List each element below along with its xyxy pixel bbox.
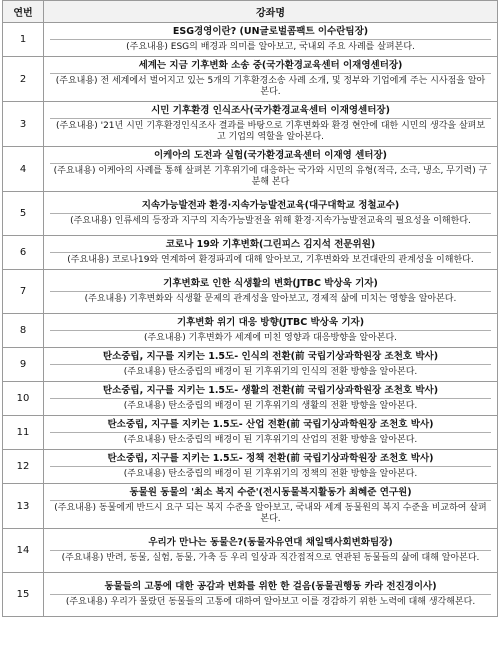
table-row (3, 23, 498, 57)
lecture-description: (주요내용) 이케아의 사례를 통해 살펴본 기후위기에 대응하는 국가와 시민의 유형(적극, 소극, 냉소, 무기력) 구분해 본다 (53, 166, 488, 187)
row-content (44, 270, 498, 314)
lecture-title: 이케아의 도전과 실험(국가환경교육센터 이재영 센터장) (50, 148, 491, 164)
row-number: 10 (3, 382, 44, 416)
lecture-description: (주요내용) 탄소중립의 배경이 된 기후위기의 인식의 전환 방향을 알아본다. (123, 367, 418, 377)
lecture-title: 탄소중립, 지구를 지키는 1.5도- 산업 전환(前 국립기상과학원장 조천호 박사) (50, 417, 491, 433)
row-content (44, 484, 498, 529)
row-number: 11 (3, 416, 44, 450)
row-number: 13 (3, 484, 44, 529)
table-row (3, 270, 498, 314)
row-content (44, 314, 498, 348)
table-row (3, 416, 498, 450)
lecture-title: 시민 기후환경 인식조사(국가환경교육센터 이재영센터장) (50, 103, 491, 119)
row-number: 7 (3, 270, 44, 314)
table-row (3, 450, 498, 484)
row-number: 15 (3, 573, 44, 617)
row-number: 4 (3, 147, 44, 192)
lecture-description: (주요내용) 반려, 동물, 실험, 동물, 가축 등 우리 일상과 직간접적으로 연관된 동물들의 삶에 대해 알아본다. (61, 553, 480, 563)
row-number: 12 (3, 450, 44, 484)
row-content (44, 382, 498, 416)
lecture-description: (주요내용) 코로나19와 연계하여 환경파괴에 대해 알아보고, 기후변화와 보건대란의 관계성을 이해한다. (67, 255, 474, 265)
lecture-title: 탄소중립, 지구를 지키는 1.5도- 인식의 전환(前 국립기상과학원장 조천호 박사) (50, 349, 491, 365)
row-number: 9 (3, 348, 44, 382)
lecture-description: (주요내용) 동물에게 반드시 요구 되는 복지 수준을 알아보고, 국내와 세계 동물원의 복지 수준을 비교하여 살펴본다. (54, 503, 487, 524)
lecture-title: 기후변화 위기 대응 방향(JTBC 박상욱 기자) (50, 315, 491, 331)
lecture-title: 탄소중립, 지구를 지키는 1.5도- 생활의 전환(前 국립기상과학원장 조천호 박사) (50, 383, 491, 399)
row-number: 3 (3, 102, 44, 147)
row-content (44, 529, 498, 573)
table-row (3, 192, 498, 236)
lecture-description: (주요내용) 기후변화와 식생활 문제의 관계성을 알아보고, 경제적 삶에 미치는 영향을 알아본다. (84, 294, 457, 304)
lecture-description: (주요내용) '21년 시민 기후환경인식조사 결과를 바탕으로 기후변화와 환경 현안에 대한 시민의 생각을 살펴보고 기업의 역할을 알아본다. (55, 121, 486, 142)
row-content (44, 57, 498, 102)
lecture-description: (주요내용) 탄소중립의 배경이 된 기후위기의 산업의 전환 방향을 알아본다. (123, 435, 418, 445)
row-content (44, 416, 498, 450)
lecture-title: 지속가능발전과 환경·지속가능발전교육(대구대학교 정철교수) (50, 198, 491, 214)
lecture-title: 동물원 동물의 '최소 복지 수준'(전시동물복지활동가 최혜준 연구원) (50, 485, 491, 501)
row-content (44, 236, 498, 270)
table-row (3, 573, 498, 617)
row-number: 2 (3, 57, 44, 102)
row-content (44, 192, 498, 236)
lecture-title: 세계는 지금 기후변화 소송 중(국가환경교육센터 이재영센터장) (50, 58, 491, 74)
row-content (44, 450, 498, 484)
lecture-description: (주요내용) ESG의 배경과 의미를 알아보고, 국내외 주요 사례를 살펴본다. (126, 42, 415, 52)
lecture-description: (주요내용) 전 세계에서 벌어지고 있는 5개의 기후환경소송 사례 소개, 및 정부와 기업에게 주는 시사점을 알아본다. (55, 76, 486, 97)
row-number: 5 (3, 192, 44, 236)
table-row (3, 102, 498, 147)
lecture-description: (주요내용) 탄소중립의 배경이 된 기후위기의 정책의 전환 방향을 알아본다. (123, 469, 418, 479)
table-row (3, 57, 498, 102)
table-row (3, 314, 498, 348)
header-lecture-title: 강좌명 (44, 1, 498, 23)
lecture-description: (주요내용) 탄소중립의 배경이 된 기후위기의 생활의 전환 방향을 알아본다. (123, 401, 418, 411)
lecture-title: 기후변화로 인한 식생활의 변화(JTBC 박상욱 기자) (50, 276, 491, 292)
row-number: 1 (3, 23, 44, 57)
table-row (3, 348, 498, 382)
lecture-title: 코로나 19와 기후변화(그린피스 김지석 전문위원) (50, 237, 491, 253)
header-number: 연번 (3, 1, 44, 23)
lecture-description: (주요내용) 기후변화가 세계에 미친 영향과 대응방향을 알아본다. (143, 333, 398, 343)
table-header-row (3, 1, 498, 23)
row-number: 6 (3, 236, 44, 270)
lecture-title: ESG경영이란? (UN글로벌콤팩트 이수란팀장) (50, 24, 491, 40)
table-row (3, 236, 498, 270)
row-content (44, 573, 498, 617)
table-row (3, 382, 498, 416)
lecture-title: 탄소중립, 지구를 지키는 1.5도- 정책 전환(前 국립기상과학원장 조천호 박사) (50, 451, 491, 467)
row-content (44, 102, 498, 147)
lecture-title: 우리가 만나는 동물은?(동물자유연대 채일택사회변화팀장) (50, 535, 491, 551)
lecture-title: 동물들의 고통에 대한 공감과 변화를 위한 한 걸음(동물권행동 카라 전진경이사) (50, 579, 491, 595)
row-number: 8 (3, 314, 44, 348)
table-row (3, 529, 498, 573)
row-content (44, 147, 498, 192)
row-content (44, 23, 498, 57)
table-row (3, 147, 498, 192)
table-row (3, 484, 498, 529)
lecture-table (2, 0, 498, 617)
lecture-description: (주요내용) 우리가 몰랐던 동물들의 고통에 대하여 알아보고 이를 경감하기 위한 노력에 대해 생각해본다. (65, 597, 476, 607)
lecture-description: (주요내용) 인류세의 등장과 지구의 지속가능발전을 위해 환경·지속가능발전교육의 필요성을 이해한다. (70, 216, 471, 226)
row-number: 14 (3, 529, 44, 573)
row-content (44, 348, 498, 382)
